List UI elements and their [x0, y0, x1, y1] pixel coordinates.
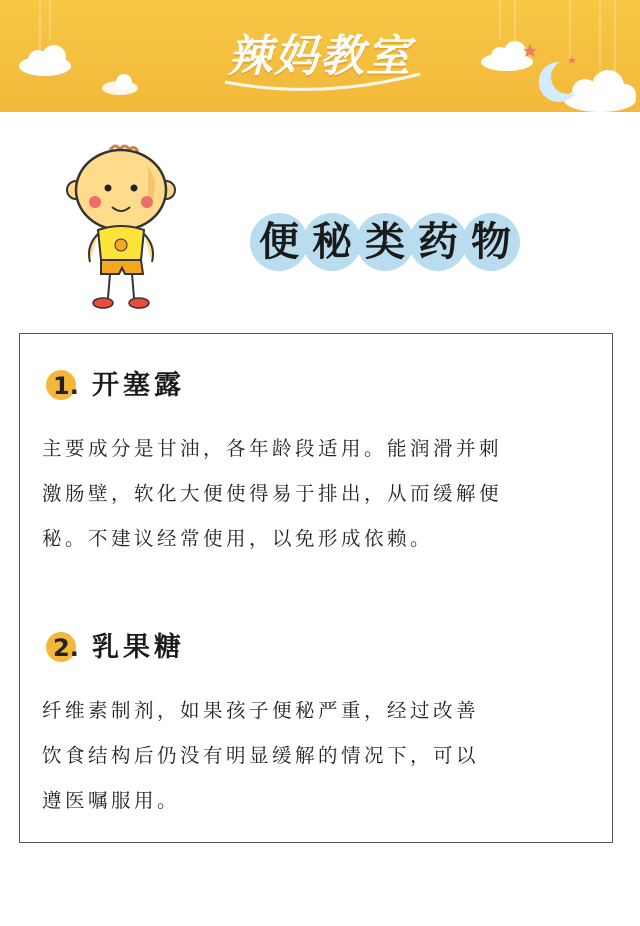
content-card [19, 333, 613, 843]
brand-title: 辣妈教室 [228, 31, 412, 82]
section-number: 2. [53, 634, 79, 662]
header-banner [0, 0, 640, 112]
title-char: 药 [418, 219, 458, 265]
title-char: 便 [259, 219, 299, 265]
section-title: 乳果糖 [92, 632, 185, 663]
body-line: 激肠壁，软化大便使得易于排出，从而缓解便 [42, 482, 503, 505]
number-badge [46, 632, 78, 664]
body-line: 遵医嘱服用。 [42, 789, 181, 812]
number-badge [46, 370, 78, 402]
body-line: 秘。不建议经常使用，以免形成依赖。 [42, 527, 434, 550]
body-line: 饮食结构后仍没有明显缓解的情况下，可以 [42, 744, 480, 767]
title-char: 秘 [312, 219, 352, 265]
section-number: 1. [53, 372, 79, 400]
section-body [42, 426, 502, 561]
body-line: 纤维素制剂，如果孩子便秘严重，经过改善 [42, 699, 480, 722]
title-char: 类 [365, 219, 405, 265]
cartoon-boy-icon [67, 146, 175, 308]
title-char: 物 [471, 219, 511, 265]
section-body [42, 688, 479, 823]
section-title: 开塞露 [92, 370, 185, 401]
body-line: 主要成分是甘油，各年龄段适用。能润滑并刺 [42, 437, 503, 460]
